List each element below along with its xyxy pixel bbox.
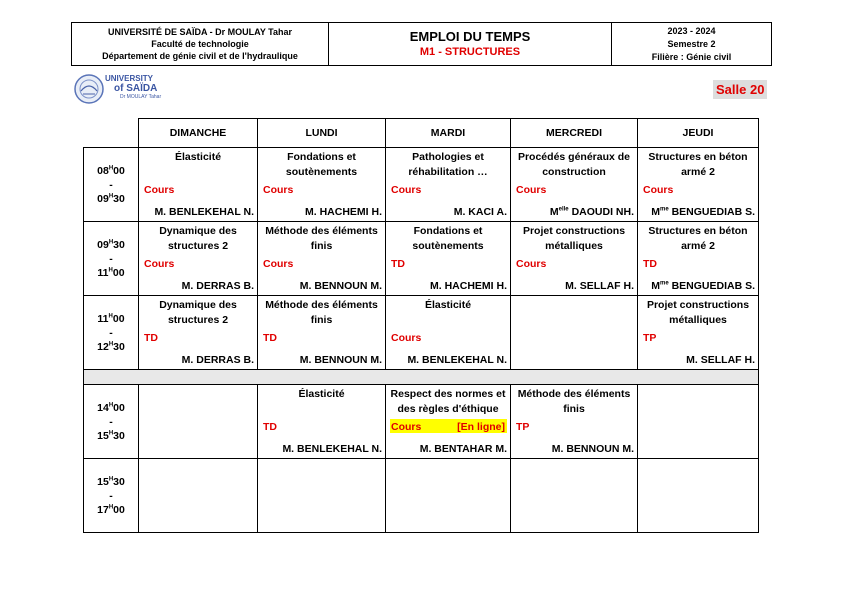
- hour-mark: H: [108, 267, 113, 273]
- course-title: Élasticité: [424, 299, 472, 311]
- professor-surname: M. HACHEMI H.: [430, 280, 507, 292]
- class-cell: [386, 296, 511, 370]
- online-badge: [En ligne]: [457, 421, 505, 433]
- session-type: TP: [643, 332, 657, 344]
- title-suffix: me: [659, 280, 669, 287]
- course-title: Projet constructions métalliques: [522, 225, 626, 252]
- course-title: Méthode des éléments finis: [517, 388, 631, 415]
- course-title: Dynamique des structures 2: [159, 299, 237, 326]
- session-type: TD: [391, 258, 405, 270]
- timeslot-row: [84, 385, 759, 459]
- course-title: Procédés généraux de construction: [517, 151, 631, 178]
- course-title: Structures en béton armé 2: [648, 225, 748, 252]
- title-prefix: M: [651, 206, 660, 218]
- professor-surname: BENGUEDIAB S.: [668, 280, 755, 292]
- professor-surname: M. DERRAS B.: [181, 280, 254, 292]
- end-time: [84, 266, 138, 280]
- start-time: [84, 475, 138, 489]
- class-cell: [139, 222, 258, 296]
- logo-text-1: UNIVERSITY: [105, 74, 154, 83]
- lunch-break-cell: [84, 370, 759, 385]
- university-name: UNIVERSITÉ DE SAÏDA - Dr MOULAY Tahar: [107, 27, 293, 37]
- time-dash: -: [109, 326, 113, 339]
- class-cell: [386, 385, 511, 459]
- professor-name: [430, 280, 507, 292]
- start-hour: 15: [97, 475, 109, 488]
- professor-surname: M. BENLEKEHAL N.: [407, 354, 507, 366]
- end-minute: 00: [113, 503, 125, 516]
- hour-mark: H: [108, 313, 113, 319]
- day-header: MARDI: [386, 119, 511, 148]
- title-prefix: M: [549, 206, 559, 218]
- start-hour: 11: [97, 312, 109, 325]
- course-title: Dynamique des structures 2: [159, 225, 237, 252]
- session-type: Cours: [144, 258, 175, 270]
- end-time: [84, 503, 138, 517]
- class-cell: [258, 385, 386, 459]
- university-logo: [74, 71, 164, 107]
- professor-name: [420, 443, 507, 455]
- time-cell: [84, 296, 139, 370]
- start-minute: 30: [113, 475, 125, 488]
- hour-mark: H: [108, 239, 114, 245]
- professor-surname: M. KACI A.: [453, 206, 507, 218]
- course-title: Méthode des éléments finis: [265, 299, 378, 326]
- title-suffix: me: [659, 206, 669, 213]
- class-cell: [511, 296, 638, 370]
- class-cell: [258, 222, 386, 296]
- session-type: Cours: [263, 258, 294, 270]
- class-cell: [511, 222, 638, 296]
- time-cell: [84, 222, 139, 296]
- hour-mark: H: [108, 402, 114, 408]
- title-block: [329, 23, 612, 65]
- start-minute: 00: [113, 164, 125, 177]
- course-title: Élasticité: [298, 388, 345, 400]
- professor-surname: M. BENNOUN M.: [299, 354, 382, 366]
- document-header: [71, 22, 772, 66]
- course-title: Respect des normes et des règles d'éthique: [390, 388, 506, 415]
- hour-mark: H: [108, 504, 114, 510]
- logo-text-2: of SAÏDA: [114, 83, 158, 94]
- professor-name: [651, 280, 755, 292]
- session-type: Cours: [516, 258, 547, 270]
- session-type: Cours: [391, 184, 422, 196]
- session-type: Cours: [643, 184, 674, 196]
- end-hour: 17: [97, 503, 109, 516]
- class-cell: [638, 296, 759, 370]
- professor-surname: M. BENNOUN M.: [299, 280, 382, 292]
- faculty-name: Faculté de technologie: [151, 39, 249, 49]
- page-title: EMPLOI DU TEMPS: [409, 29, 531, 44]
- end-hour: 15: [97, 429, 109, 442]
- hour-mark: H: [108, 430, 114, 436]
- time-cell: [84, 385, 139, 459]
- course-title: Fondations et soutènements: [412, 225, 484, 252]
- end-time: [84, 429, 138, 443]
- professor-surname: M. SELLAF H.: [565, 280, 634, 292]
- professor-name: [686, 354, 755, 366]
- start-time: [84, 238, 138, 252]
- professor-surname: M. BENLEKEHAL N.: [154, 206, 254, 218]
- class-cell: [511, 459, 638, 533]
- end-hour: 12: [97, 340, 109, 353]
- class-cell: [258, 148, 386, 222]
- days-header-row: [84, 119, 759, 148]
- session-type: TP: [516, 421, 530, 433]
- hour-mark: H: [108, 341, 114, 347]
- class-cell: [258, 296, 386, 370]
- start-hour: 09: [97, 238, 109, 251]
- timeslot-row: [84, 222, 759, 296]
- class-cell: [139, 459, 258, 533]
- timeslot-row: [84, 148, 759, 222]
- professor-name: [550, 206, 634, 218]
- class-cell: [638, 385, 759, 459]
- session-type: Cours: [516, 184, 547, 196]
- professor-name: [305, 206, 382, 218]
- session-type: TD: [263, 421, 277, 433]
- professor-surname: DAOUDI NH.: [568, 206, 634, 218]
- professor-surname: M. BENTAHAR M.: [419, 443, 507, 455]
- end-minute: 30: [113, 192, 125, 205]
- start-time: [84, 164, 138, 178]
- professor-name: [282, 443, 382, 455]
- course-title: Fondations et soutènements: [285, 151, 358, 178]
- professor-name: [154, 206, 254, 218]
- class-cell: [638, 459, 759, 533]
- course-title: Projet constructions métalliques: [646, 299, 750, 326]
- start-minute: 00: [112, 312, 125, 325]
- academic-year: 2023 - 2024: [667, 25, 716, 36]
- professor-name: [651, 206, 755, 218]
- session-type: Cours: [144, 184, 175, 196]
- time-dash: -: [109, 252, 113, 265]
- day-header: DIMANCHE: [139, 119, 258, 148]
- start-hour: 08: [97, 164, 109, 177]
- day-header: JEUDI: [638, 119, 759, 148]
- end-minute: 00: [112, 266, 125, 279]
- semester: Semestre 2: [667, 38, 716, 49]
- timeslot-row: [84, 296, 759, 370]
- lunch-break-row: [84, 370, 759, 385]
- end-hour: 09: [97, 192, 109, 205]
- session-type: Cours: [391, 332, 422, 344]
- filiere: Filière : Génie civil: [651, 51, 732, 62]
- class-cell: [258, 459, 386, 533]
- start-minute: 00: [113, 401, 125, 414]
- end-minute: 30: [113, 340, 125, 353]
- professor-name: [300, 280, 382, 292]
- term-info: [612, 23, 771, 65]
- professor-surname: M. SELLAF H.: [686, 354, 755, 366]
- room-label: Salle 20: [713, 80, 767, 99]
- course-title: Structures en béton armé 2: [648, 151, 748, 178]
- end-minute: 30: [113, 429, 125, 442]
- session-type: TD: [144, 332, 158, 344]
- class-cell: [139, 148, 258, 222]
- class-cell: [511, 385, 638, 459]
- professor-surname: M. DERRAS B.: [181, 354, 254, 366]
- session-type: TD: [643, 258, 657, 270]
- professor-surname: M. BENNOUN M.: [551, 443, 634, 455]
- time-cell: [84, 148, 139, 222]
- page-subtitle: M1 - STRUCTURES: [419, 46, 521, 58]
- session-type: TD: [263, 332, 277, 344]
- class-cell: [139, 296, 258, 370]
- professor-name: [552, 443, 634, 455]
- corner-cell: [84, 119, 139, 148]
- end-time: [84, 192, 138, 206]
- day-header: MERCREDI: [511, 119, 638, 148]
- class-cell: [139, 385, 258, 459]
- session-type: Cours: [263, 184, 294, 196]
- timetable: [83, 118, 759, 533]
- class-cell: [511, 148, 638, 222]
- end-time: [84, 340, 138, 354]
- start-time: [84, 401, 138, 415]
- professor-surname: M. BENLEKEHAL N.: [282, 443, 382, 455]
- timeslot-row: [84, 459, 759, 533]
- logo-text-3: Dr MOULAY Tahar: [120, 94, 162, 100]
- session-type: Cours: [391, 421, 422, 433]
- course-title: Pathologies et réhabilitation …: [408, 151, 488, 178]
- course-title: Méthode des éléments finis: [265, 225, 378, 252]
- hour-mark: H: [108, 476, 114, 482]
- hour-mark: H: [108, 165, 114, 171]
- start-hour: 14: [97, 401, 109, 414]
- title-suffix: elle: [558, 206, 569, 213]
- professor-name: [565, 280, 634, 292]
- title-prefix: M: [651, 280, 660, 292]
- class-cell: [638, 222, 759, 296]
- start-time: [84, 312, 138, 326]
- professor-surname: M. HACHEMI H.: [305, 206, 382, 218]
- day-header: LUNDI: [258, 119, 386, 148]
- university-info: [72, 23, 329, 65]
- class-cell: [638, 148, 759, 222]
- professor-name: [182, 354, 254, 366]
- time-dash: -: [109, 489, 113, 502]
- hour-mark: H: [108, 193, 114, 199]
- start-minute: 30: [113, 238, 125, 251]
- professor-name: [182, 280, 254, 292]
- time-dash: -: [109, 178, 113, 191]
- department-name: Département de génie civil et de l'hydraulique: [102, 51, 298, 61]
- professor-name: [454, 206, 507, 218]
- class-cell: [386, 148, 511, 222]
- end-hour: 11: [97, 266, 109, 279]
- time-cell: [84, 459, 139, 533]
- class-cell: [386, 222, 511, 296]
- professor-name: [300, 354, 382, 366]
- time-dash: -: [109, 415, 113, 428]
- professor-name: [407, 354, 507, 366]
- class-cell: [386, 459, 511, 533]
- professor-surname: BENGUEDIAB S.: [668, 206, 755, 218]
- course-title: Élasticité: [174, 151, 222, 163]
- timetable-body: [84, 148, 759, 533]
